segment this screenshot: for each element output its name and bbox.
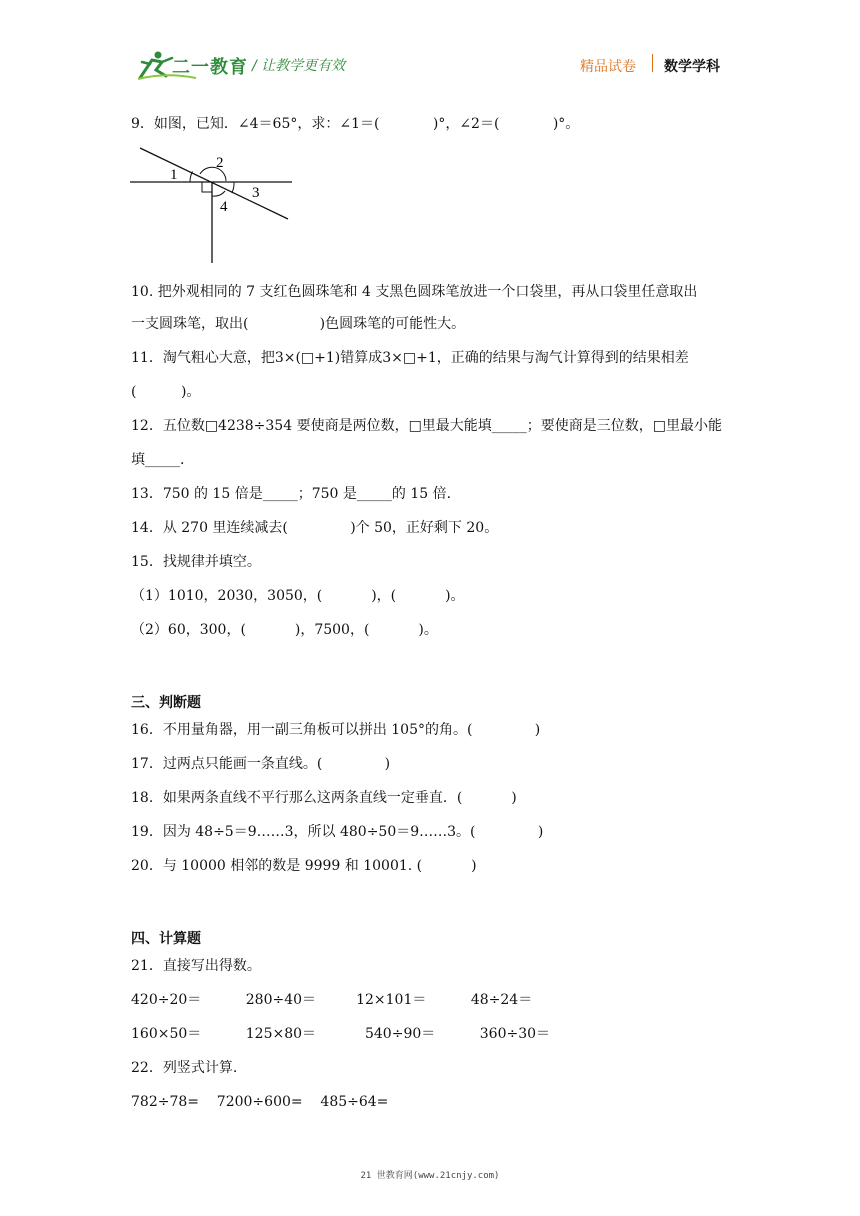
calc-row-1: 420÷20＝ 280÷40＝ 12×101＝ 48÷24＝ <box>131 992 533 1008</box>
question-12-line-2: 填_____. <box>131 452 185 468</box>
section-3-title: 三、判断题 <box>131 695 201 711</box>
question-12-line-1: 12．五位数□4238÷354 要使商是两位数，□里最大能填_____；要使商是三位数，□里最小能 <box>131 418 723 434</box>
header-divider <box>652 54 653 72</box>
figure-label-2: 2 <box>216 155 224 171</box>
angle-figure <box>130 143 294 265</box>
calc-row-3: 782÷78= 7200÷600= 485÷64= <box>131 1094 389 1110</box>
question-10-line-2: 一支圆珠笔，取出( )色圆珠笔的可能性大。 <box>131 316 466 332</box>
figure-label-3: 3 <box>252 185 260 201</box>
question-13: 13．750 的 15 倍是_____；750 是_____的 15 倍. <box>131 486 452 502</box>
question-15: 15．找规律并填空。 <box>131 554 261 570</box>
page-footer: 21 世教育网(www.21cnjy.com) <box>360 1171 500 1181</box>
page-header <box>0 0 860 100</box>
question-18: 18．如果两条直线不平行那么这两条直线一定垂直．( ) <box>131 790 517 806</box>
slogan-text: / 让教学更有效 <box>252 58 346 74</box>
figure-label-4: 4 <box>220 199 228 215</box>
question-10-line-1: 10. 把外观相同的 7 支红色圆珠笔和 4 支黑色圆珠笔放进一个口袋里，再从口袋里任意取出 <box>131 284 698 300</box>
question-19: 19．因为 48÷5＝9……3，所以 480÷50＝9……3。( ) <box>131 824 544 840</box>
question-9: 9．如图，已知．∠4＝65°，求：∠1＝( )°，∠2＝( )°。 <box>131 116 580 132</box>
section-4-title: 四、计算题 <box>131 931 201 947</box>
question-20: 20．与 10000 相邻的数是 9999 和 10001. ( ) <box>131 858 477 874</box>
question-16: 16．不用量角器，用一副三角板可以拼出 105°的角。( ) <box>131 722 541 738</box>
logo-text: 二一教育 <box>172 57 248 78</box>
question-11-line-2: ( )。 <box>131 384 201 400</box>
question-22: 22．列竖式计算. <box>131 1060 238 1076</box>
header-label-premium: 精品试卷 <box>580 59 636 75</box>
question-11-line-1: 11．淘气粗心大意，把3×(□+1)错算成3×□+1，正确的结果与淘气计算得到的结果相差 <box>131 350 689 366</box>
question-14: 14．从 270 里连续减去( )个 50，正好剩下 20。 <box>131 520 499 536</box>
question-21: 21．直接写出得数。 <box>131 958 261 974</box>
calc-row-2: 160×50＝ 125×80＝ 540÷90＝ 360÷30＝ <box>131 1026 551 1042</box>
question-15-part-2: （2）60，300，( )，7500，( )。 <box>131 622 438 638</box>
figure-label-1: 1 <box>170 167 178 183</box>
question-15-part-1: （1）1010，2030，3050，( )，( )。 <box>131 588 465 604</box>
header-label-subject: 数学学科 <box>664 59 720 75</box>
question-17: 17．过两点只能画一条直线。( ) <box>131 756 391 772</box>
